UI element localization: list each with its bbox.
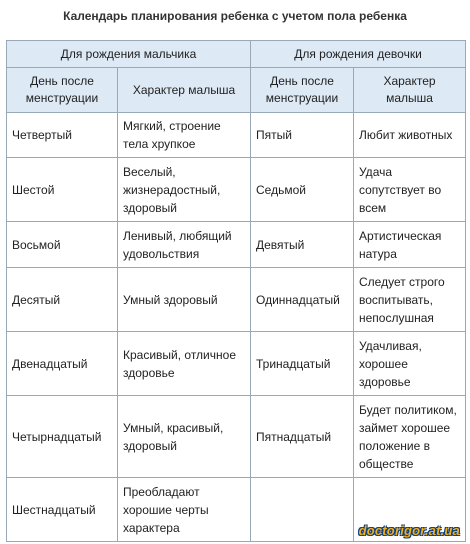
group-header-boy: Для рождения мальчика xyxy=(7,41,251,68)
column-header-girl-day: День после менструации xyxy=(251,68,354,113)
boy-day-cell: Десятый xyxy=(7,268,118,332)
table-row xyxy=(7,222,466,268)
boy-character-cell: Умный здоровый xyxy=(118,268,251,332)
column-header-boy-day: День после менструации xyxy=(7,68,118,113)
girl-character-cell: Будет политиком, займет хорошее положение в обществе xyxy=(354,396,466,478)
girl-day-cell: Пятнадцатый xyxy=(251,396,354,478)
boy-day-cell: Двенадцатый xyxy=(7,332,118,396)
page-title: Календарь планирования ребенка с учетом пола ребенка xyxy=(63,9,407,23)
girl-character-cell: Артистическая натура xyxy=(354,222,466,268)
table-row xyxy=(7,396,466,478)
boy-day-cell: Четырнадцатый xyxy=(7,396,118,478)
boy-character-cell: Мягкий, строение тела хрупкое xyxy=(118,113,251,158)
girl-day-cell: Пятый xyxy=(251,113,354,158)
girl-character-cell: Любит животных xyxy=(354,113,466,158)
boy-day-cell: Восьмой xyxy=(7,222,118,268)
boy-character-cell: Веселый, жизнерадостный, здоровый xyxy=(118,158,251,222)
girl-character-cell: Удачливая, хорошее здоровье xyxy=(354,332,466,396)
boy-day-cell: Шестой xyxy=(7,158,118,222)
site-watermark: doctorigor.at.ua xyxy=(358,523,460,538)
group-header-girl: Для рождения девочки xyxy=(251,41,466,68)
girl-day-cell: Одиннадцатый xyxy=(251,268,354,332)
column-header-girl-character: Характер малыша xyxy=(354,68,466,113)
column-header-boy-character: Характер малыша xyxy=(118,68,251,113)
girl-day-cell xyxy=(251,478,354,542)
boy-character-cell: Преобладают хорошие черты характера xyxy=(118,478,251,542)
girl-day-cell: Девятый xyxy=(251,222,354,268)
table-row xyxy=(7,158,466,222)
table-row xyxy=(7,113,466,158)
boy-character-cell: Красивый, отличное здоровье xyxy=(118,332,251,396)
girl-day-cell: Тринадцатый xyxy=(251,332,354,396)
girl-character-cell: Удача сопутствует во всем xyxy=(354,158,466,222)
planning-calendar-table xyxy=(6,40,466,542)
boy-character-cell: Ленивый, любящий удовольствия xyxy=(118,222,251,268)
table-row xyxy=(7,268,466,332)
boy-day-cell: Шестнадцатый xyxy=(7,478,118,542)
girl-character-cell: Следует строго воспитывать, непослушная xyxy=(354,268,466,332)
girl-day-cell: Седьмой xyxy=(251,158,354,222)
boy-character-cell: Умный, красивый, здоровый xyxy=(118,396,251,478)
boy-day-cell: Четвертый xyxy=(7,113,118,158)
table-row xyxy=(7,332,466,396)
